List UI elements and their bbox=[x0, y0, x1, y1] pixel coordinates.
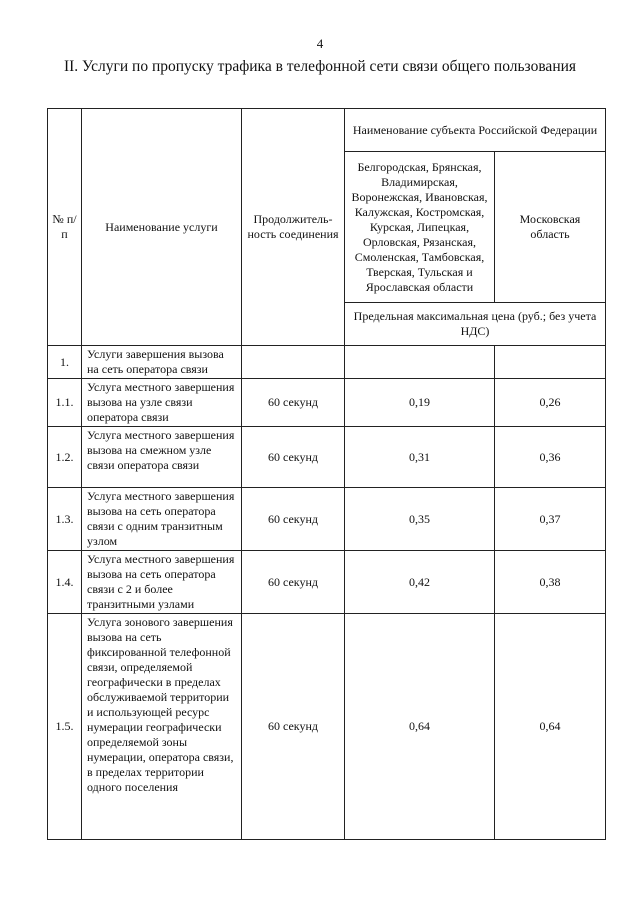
header-service: Наименование услуги bbox=[82, 109, 242, 346]
row-service: Услуга местного завершения вызова на сеть оператора связи с одним транзитным узлом bbox=[82, 488, 242, 551]
row-num: 1.2. bbox=[48, 427, 82, 488]
row-price-a: 0,19 bbox=[345, 379, 495, 427]
tariff-table bbox=[47, 108, 606, 840]
row-price-a: 0,35 bbox=[345, 488, 495, 551]
table-row bbox=[48, 614, 606, 840]
row-price-a: 0,64 bbox=[345, 614, 495, 840]
row-duration: 60 секунд bbox=[242, 614, 345, 840]
row-duration: 60 секунд bbox=[242, 551, 345, 614]
row-price-b: 0,37 bbox=[495, 488, 606, 551]
row-price-a: 0,31 bbox=[345, 427, 495, 488]
row-service: Услуга местного завершения вызова на смежном узле связи оператора связи bbox=[82, 427, 242, 488]
row-service: Услуга зонового завершения вызова на сеть фиксированной телефонной связи, определяемой географически в пределах обслуживаемой территории и использующей ресурс нумерации географически определяемой зоны нумерации, оператора связи, в пределах территории одного поселения bbox=[82, 614, 242, 840]
header-region-group: Наименование субъекта Российской Федерации bbox=[345, 109, 606, 152]
row-price-b: 0,38 bbox=[495, 551, 606, 614]
row-num: 1. bbox=[48, 346, 82, 379]
row-price-b: 0,26 bbox=[495, 379, 606, 427]
table-row bbox=[48, 551, 606, 614]
row-num: 1.4. bbox=[48, 551, 82, 614]
table-row bbox=[48, 379, 606, 427]
section-title: II. Услуги по пропуску трафика в телефонной сети связи общего пользования bbox=[63, 58, 577, 75]
row-price-a: 0,42 bbox=[345, 551, 495, 614]
row-service: Услуга местного завершения вызова на узле связи оператора связи bbox=[82, 379, 242, 427]
row-duration bbox=[242, 346, 345, 379]
row-price-b: 0,36 bbox=[495, 427, 606, 488]
row-price-a bbox=[345, 346, 495, 379]
table-row bbox=[48, 346, 606, 379]
row-num: 1.1. bbox=[48, 379, 82, 427]
header-region-b: Московская область bbox=[495, 152, 606, 303]
row-duration: 60 секунд bbox=[242, 488, 345, 551]
header-num: № п/п bbox=[48, 109, 82, 346]
header-row bbox=[48, 109, 606, 152]
table-row bbox=[48, 427, 606, 488]
row-service: Услуга местного завершения вызова на сеть оператора связи с 2 и более транзитными узлами bbox=[82, 551, 242, 614]
header-price-caption: Предельная максимальная цена (руб.; без учета НДС) bbox=[345, 303, 606, 346]
row-duration: 60 секунд bbox=[242, 379, 345, 427]
row-service: Услуги завершения вызова на сеть оператора связи bbox=[82, 346, 242, 379]
table-row bbox=[48, 488, 606, 551]
row-price-b bbox=[495, 346, 606, 379]
row-duration: 60 секунд bbox=[242, 427, 345, 488]
row-num: 1.5. bbox=[48, 614, 82, 840]
row-price-b: 0,64 bbox=[495, 614, 606, 840]
row-num: 1.3. bbox=[48, 488, 82, 551]
page-number: 4 bbox=[316, 36, 324, 51]
header-duration: Продолжитель-ность соединения bbox=[242, 109, 345, 346]
header-region-a: Белгородская, Брянская, Владимирская, Воронежская, Ивановская, Калужская, Костромская, Курская, Липецкая, Орловская, Рязанская, Смоленская, Тамбовская, Тверская, Тульская и Ярославская области bbox=[345, 152, 495, 303]
